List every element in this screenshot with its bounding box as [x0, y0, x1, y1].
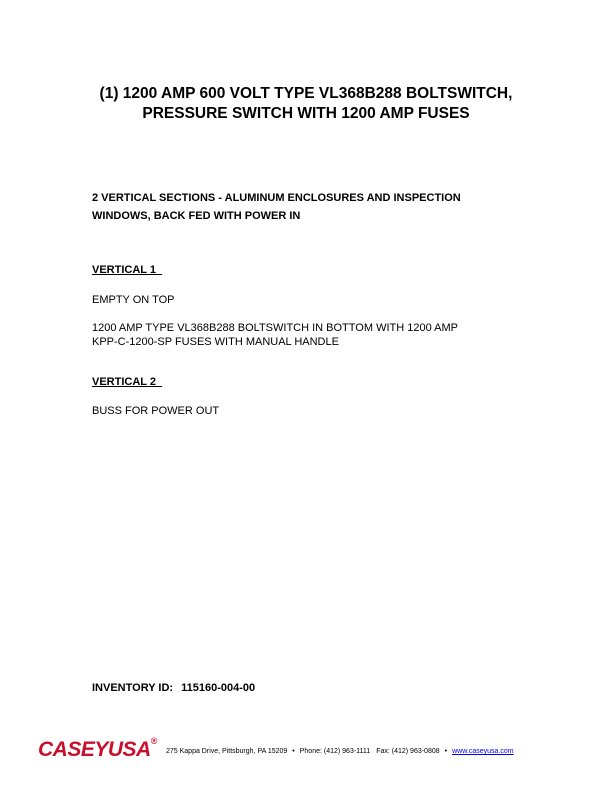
vertical-2-item-1-text: BUSS FOR POWER OUT: [92, 405, 220, 417]
vertical-1-item-2: [92, 321, 532, 349]
caseyusa-logo: [38, 738, 157, 762]
inventory-value: 115160-004-00: [181, 682, 256, 694]
vertical-1-item-1-text: EMPTY ON TOP: [92, 294, 175, 306]
summary-line-2: WINDOWS, BACK FED WITH POWER IN: [92, 210, 301, 222]
vertical-1-item-2-line-1: 1200 AMP TYPE VL368B288 BOLTSWITCH IN BOTTOM WITH 1200 AMP: [92, 322, 458, 334]
footer-separator: •: [444, 748, 448, 755]
summary-heading: [92, 189, 522, 225]
vertical-1-item-2-line-2: KPP-C-1200-SP FUSES WITH MANUAL HANDLE: [92, 336, 339, 348]
footer-phone: Phone: (412) 963-1111: [299, 748, 371, 755]
footer-address: 275 Kappa Drive, Pittsburgh, PA 15209: [166, 748, 288, 755]
title-line-1: (1) 1200 AMP 600 VOLT TYPE VL368B288 BOLTSWITCH,: [99, 85, 513, 102]
contact-line: [166, 748, 514, 755]
footer-separator: •: [292, 748, 295, 755]
registered-mark: ®: [150, 736, 157, 746]
document-title: [0, 84, 612, 124]
vertical-1-item-1: [92, 293, 532, 307]
title-line-2: PRESSURE SWITCH WITH 1200 AMP FUSES: [142, 105, 470, 122]
website-link[interactable]: www.caseyusa.com: [452, 748, 514, 755]
footer-fax: Fax: (412) 963-0808: [376, 748, 440, 755]
vertical-1-heading: VERTICAL 1: [92, 264, 163, 276]
summary-line-1: 2 VERTICAL SECTIONS - ALUMINUM ENCLOSURES AND INSPECTION: [92, 192, 461, 204]
logo-text: CASEYUSA: [38, 738, 151, 761]
inventory-label: INVENTORY ID:: [92, 682, 174, 694]
footer: [38, 738, 578, 764]
vertical-2-item-1: [92, 404, 532, 418]
inventory-id: [92, 682, 255, 694]
vertical-2-heading: VERTICAL 2: [92, 376, 163, 388]
